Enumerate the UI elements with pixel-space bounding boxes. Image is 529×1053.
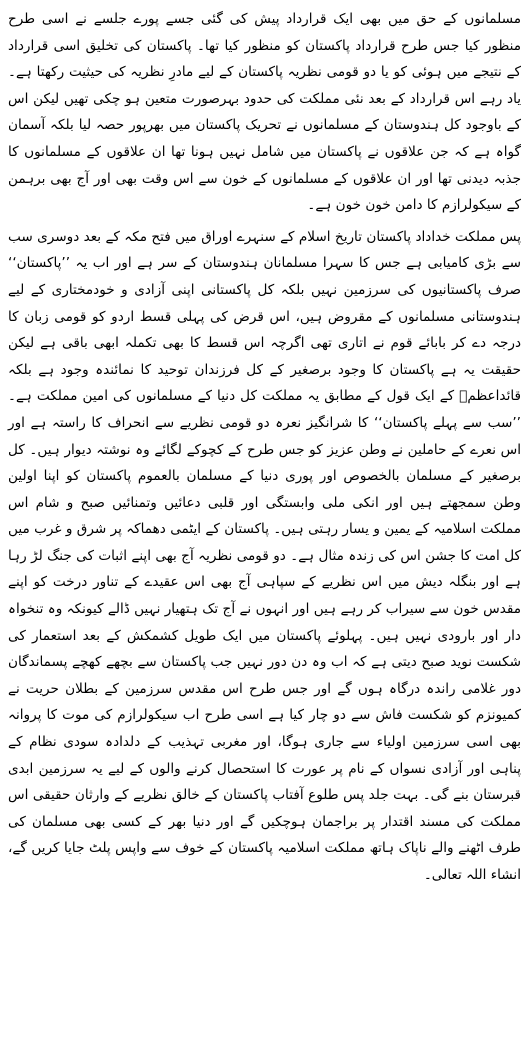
article-paragraph: پس مملکت خداداد پاکستان تاریخ اسلام کے سنہرے اوراق میں فتح مکہ کے بعد دوسری سب سے بڑی کامیابی ہے جس کا سہرا مسلمانان ہندوستان کے سر ہے اور اب یہ ’’پاکستان‘‘ صرف پاکستانیوں کی سرزمین نہیں بلکہ کل پاکستانی اپنی آزادی و خودمختاری کے لیے ہندوستانی مسلمانوں کے مقروض ہیں، اس قرض کی پہلی قسط اردو کو قومی زبان کا درجہ دے کر بابائے قوم نے اتاری تھی اگرچہ اس قسط کا بھی تکملہ ابھی باقی ہے لیکن حقیقت یہ ہے پاکستان کا وجود برصغیر کے کل فرزندان توحید کا نمائندہ وجود ہے بلکہ قائداعظمؒ کے ایک قول کے مطابق یہ مملکت کل دنیا کے مسلمانوں کی امین مملکت ہے۔ ’’سب سے پہلے پاکستان‘‘ کا شرانگیز نعرہ دو قومی نظریے سے انحراف کا راستہ ہے اور اس نعرے کے حاملین نے وطن عزیز کو جس طرح کے کچوکے لگائے وہ نوشتہ دیوار ہیں۔ کل برصغیر کے مسلمان بالخصوص اور پوری دنیا کے مسلمان بالعموم پاکستان کو اپنا اولین وطن سمجھتے ہیں اور انکی ملی وابستگی اور قلبی دعائیں وتمنائیں صبح و شام اس مملکت اسلامیہ کے یمین و یسار رہتی ہیں۔ پاکستان کے ایٹمی دھماکہ پر شرق و غرب میں کل امت کا جشن اس کی زندہ مثال ہے۔ دو قومی نظریہ آج بھی اپنے اثبات کی جنگ لڑ رہا ہے اور بنگلہ دیش میں اس نظریے کے سپاہی آج بھی اس عقیدے کے تناور درخت کو اپنے مقدس خون سے سیراب کر رہے ہیں اور انہوں نے آج تک ہتھیار نہیں ڈالے کیونکہ وہ تنخواہ دار اور بارودی نہیں ہیں۔ پہلوئے پاکستان میں ایک طویل کشمکش کے بعد استعمار کی شکست نوید صبح دیتی ہے کہ اب وہ دن دور نہیں جب پاکستان سے بچھے کھچے پسماندگان دور غلامی راندہ درگاہ ہوں گے اور جس طرح اس مقدس سرزمین کے بطلان حریت نے کمیونزم کو شکست فاش سے دو چار کیا ہے اسی طرح اب سیکولرازم کی موت کا پروانہ بھی اسی سرزمین اولیاء سے جاری ہوگا، اور مغربی تہذیب کے دلدادہ سودی نظام کے پناہی اور آزادی نسواں کے نام پر عورت کا استحصال کرنے والوں کے لیے یہ سرزمین ابدی قبرستان بنے گی۔ بہت جلد پس طلوع آفتاب پاکستان کے خالق نظریے کے وارثان حقیقی اس مملکت کی مسند اقتدار پر براجمان ہوچکیں گے اور دنیا بھر کے کسی بھی مسلمان کی طرف اٹھنے والے ناپاک ہاتھ مملکت اسلامیہ پاکستان کے خوف سے واپس پلٹ جایا کریں گے، انشاء اللہ تعالی۔ xyxy=(8,228,521,883)
article-paragraph: مسلمانوں کے حق میں بھی ایک قرارداد پیش کی گئی جسے پورے جلسے نے اسی طرح منظور کیا جس طرح قرارداد پاکستان کو منظور کیا تھا۔ پاکستان کی تخلیق اسی قرارداد کے نتیجے میں ہوئی کو یا دو قومی نظریہ پاکستان کے لیے مادرِ نظریہ کی حیثیت رکھتا ہے۔ یاد رہے اس قرارداد کے بعد نئی مملکت کی حدود بہرصورت متعین ہو چکی تھیں لیکن اس کے باوجود کل ہندوستان کے مسلمانوں نے تحریک پاکستان میں بھرپور حصہ لیا بلکہ آسمان گواہ ہے کہ جن علاقوں نے پاکستان میں شامل نہیں ہونا تھا ان علاقوں کے مسلمانوں کا جذبہ دیدنی تھا اور ان علاقوں کے مسلمانوں کے خون سے اس وقت بھی اور آج بھی برہمن کے سیکولرازم کا دامن خون خون ہے۔ xyxy=(8,11,521,214)
